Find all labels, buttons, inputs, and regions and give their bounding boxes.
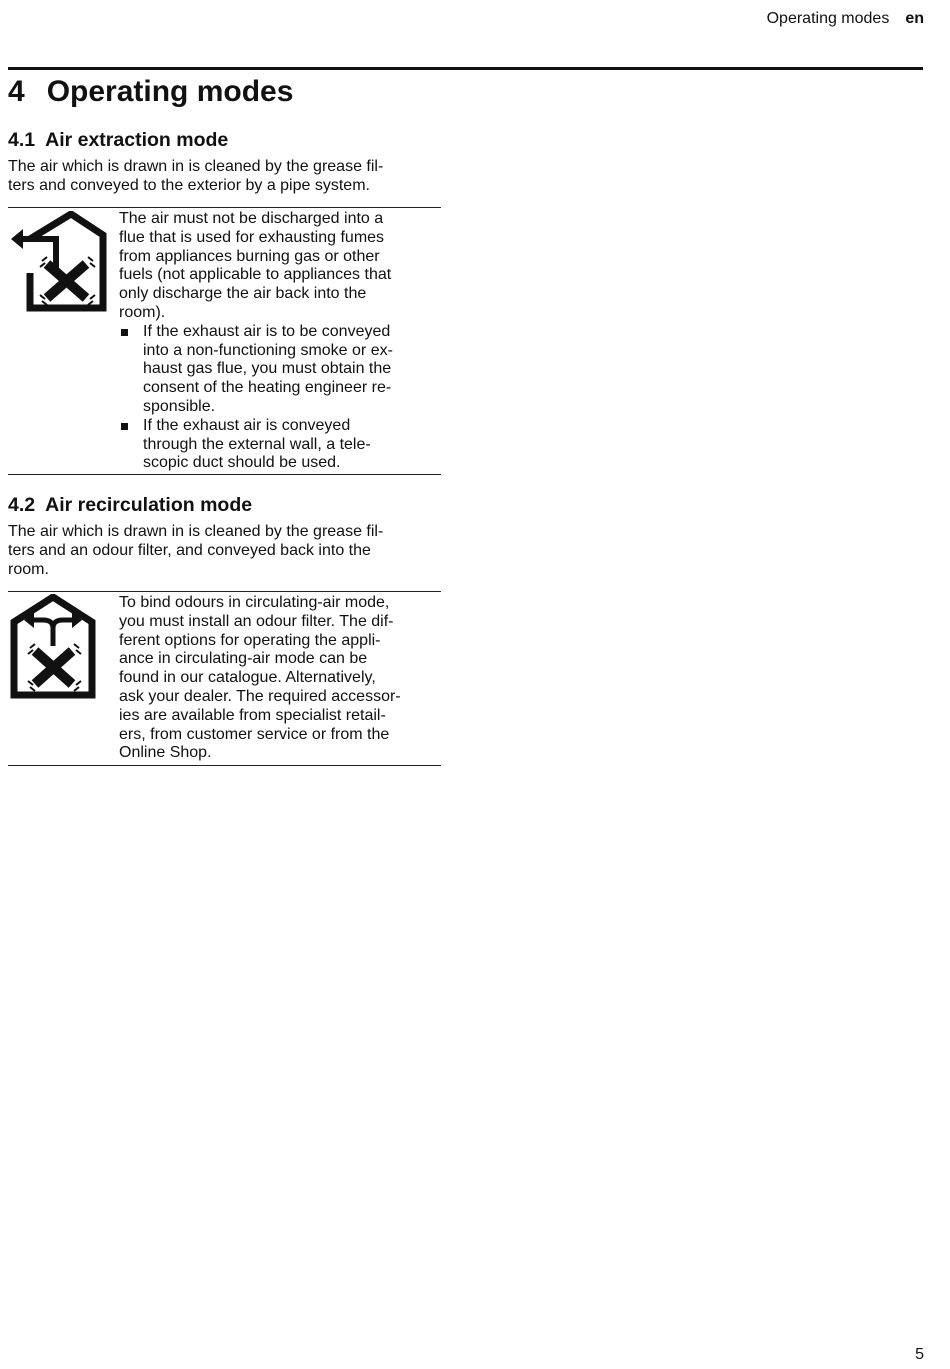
note-line: room).	[119, 303, 166, 321]
note-line: Online Shop.	[119, 744, 212, 762]
intro-line: The air which is drawn in is cleaned by the grease fil-	[8, 523, 384, 540]
section-title-text: Air recirculation mode	[45, 494, 253, 516]
intro-line: The air which is drawn in is cleaned by the grease fil-	[8, 158, 384, 175]
note-box-bottom-rule	[8, 474, 441, 475]
chapter-title	[8, 73, 293, 111]
note-line: you must install an odour filter. The dif-	[119, 612, 394, 630]
page-number: 5	[915, 1346, 924, 1363]
section-intro-paragraph	[8, 158, 438, 196]
intro-line: room.	[8, 560, 49, 578]
note-line: found in our catalogue. Alternatively,	[119, 669, 376, 687]
running-header	[767, 10, 924, 28]
note-line: fuels (not applicable to appliances that	[119, 266, 392, 284]
note-line: only discharge the air back into the	[119, 285, 367, 303]
note-box-bottom-rule	[8, 765, 441, 766]
air-recirculation-icon	[10, 594, 98, 700]
note-line: ies are available from specialist retail-	[119, 706, 386, 724]
note-line: from appliances burning gas or other	[119, 247, 380, 265]
bullet-line: haust gas flue, you must obtain the	[143, 360, 392, 378]
bullet-line: consent of the heating engineer re-	[143, 379, 392, 397]
note-line: The air must not be discharged into a	[119, 210, 384, 227]
note-line: ask your dealer. The required accessor-	[119, 687, 401, 705]
section-number: 4.2	[8, 494, 36, 516]
warning-note-air-extraction	[119, 210, 439, 473]
section-intro-paragraph	[8, 523, 438, 579]
bullet-line: scopic duct should be used.	[143, 454, 341, 472]
bullet-item	[119, 417, 439, 473]
intro-line: ters and an odour filter, and conveyed back into the	[8, 541, 371, 559]
bullet-line: into a non-functioning smoke or ex-	[143, 341, 393, 359]
section-number: 4.1	[8, 129, 36, 151]
note-line: ance in circulating-air mode can be	[119, 650, 368, 668]
note-line: flue that is used for exhausting fumes	[119, 228, 385, 246]
bullet-line: If the exhaust air is to be conveyed	[143, 322, 391, 340]
chapter-number: 4	[8, 75, 25, 108]
header-rule	[8, 67, 923, 70]
chapter-title-text: Operating modes	[46, 75, 294, 108]
note-line: ers, from customer service or from the	[119, 725, 390, 743]
bullet-line: If the exhaust air is conveyed	[143, 416, 351, 434]
section-title-air-recirculation	[8, 493, 252, 517]
header-language: en	[905, 10, 924, 27]
bullet-line: through the external wall, a tele-	[143, 435, 371, 453]
note-box-top-rule	[8, 207, 441, 208]
section-title-air-extraction	[8, 128, 228, 152]
intro-line: ters and conveyed to the exterior by a pipe system.	[8, 176, 370, 194]
note-box-top-rule	[8, 591, 441, 592]
header-section-title: Operating modes	[766, 10, 890, 27]
bullet-square-icon	[121, 423, 128, 430]
note-line: To bind odours in circulating-air mode,	[119, 594, 390, 611]
section-title-text: Air extraction mode	[45, 129, 229, 151]
info-note-air-recirculation	[119, 594, 439, 763]
air-extraction-prohibited-icon	[10, 211, 108, 313]
note-line: ferent options for operating the appli-	[119, 631, 381, 649]
bullet-item	[119, 323, 439, 417]
bullet-line: sponsible.	[143, 397, 216, 415]
bullet-square-icon	[121, 329, 128, 336]
